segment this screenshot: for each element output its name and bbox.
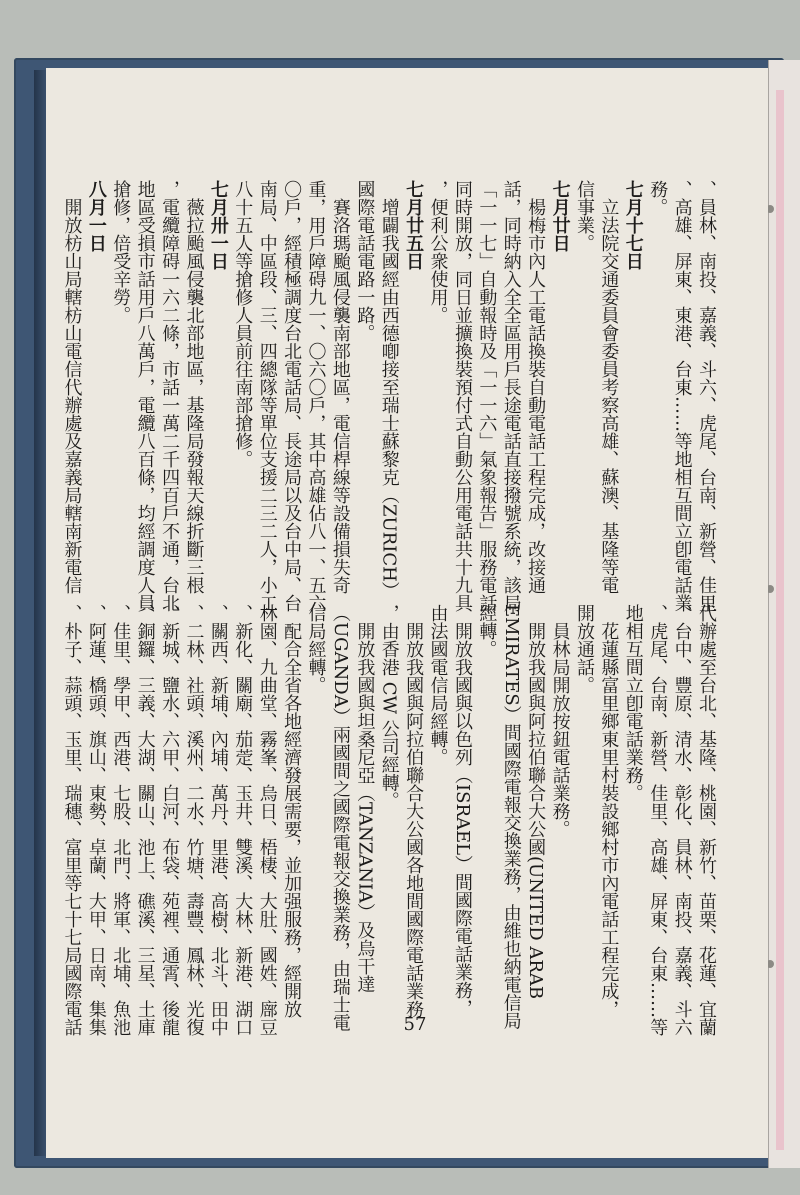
text-line: 話，同時納入全全區用戶長途電話直接撥號系統，該局: [500, 180, 522, 612]
page-edge: [768, 60, 800, 1168]
text-line: ，電纜障碍一六二條，市話一萬二千四百戶不通，台北: [159, 180, 181, 612]
text-line: 、虎尾、台南、新營、佳里、高雄、屏東、台東……等: [647, 604, 669, 1036]
bottom-text-block: [61, 604, 718, 1054]
text-line: 開放我國與阿拉伯聯合大公國各地間國際電話業務: [403, 604, 425, 1018]
text-line: 「一一七」自動報時及「一一六」氣象報告」服務電話: [476, 180, 498, 612]
text-line: 七月卅一日: [207, 180, 229, 270]
text-line: 賽洛瑪颱風侵襲南部地區，電信桿線等設備損失奇: [329, 180, 351, 594]
text-line: 南局、中區段、三、四總隊等單位支援二三二人，小工: [256, 180, 278, 612]
text-line: 八十五人等搶修人員前往南部搶修。: [232, 180, 254, 468]
pink-tab-strip: [776, 90, 784, 1150]
text-line: 、高雄、屏東、東港、台東……等地相互間立卽電話業: [671, 180, 693, 612]
text-line: 由法國電信局經轉。: [427, 604, 449, 766]
text-line: 林園、九曲堂、霧峯、烏日、梧棲、大肚、國姓、廍豆: [256, 604, 278, 1036]
text-line: 國際電話電路一路。: [354, 180, 376, 342]
text-line: 、員林、南投、嘉義、斗六、虎尾、台南、新營、佳里: [696, 180, 717, 612]
text-line: ，由香港 CW 公司經轉。: [378, 604, 400, 810]
text-line: 花蓮縣富里鄉東里村裝設鄉村市內電話工程完成，: [598, 604, 620, 1018]
text-line: 、新化、關廟、茄萣、玉井、雙溪、大林、新港、湖口: [232, 604, 254, 1036]
text-line: 經轉。: [476, 604, 498, 658]
text-line: EMIRATES）間國際電報交換業務，由維也納電信局: [500, 604, 522, 1030]
text-line: 、佳里、學甲、西港、七股、北門、將軍、北埔、魚池: [110, 604, 132, 1036]
text-line: 〇戶，經積極調度台北電話局、長途局以及台中局、台: [281, 180, 303, 612]
text-line: 配合全省各地經濟發展需要，並加强服務，經開放: [281, 604, 303, 1018]
text-line: 開放枋山局轄枋山電信代辦處及嘉義局轄南新電信: [61, 180, 83, 594]
text-line: 、銅鑼、三義、大湖、關山、池上、礁溪、三星、土庫: [134, 604, 156, 1036]
text-line: 地相互間立卽電話業務。: [622, 604, 644, 802]
text-line: 、台中、豐原、清水、彰化、員林、南投、嘉義、斗六: [671, 604, 693, 1036]
text-line: 楊梅市內人工電話換裝自動電話工程完成，改接通: [525, 180, 547, 594]
text-line: 重，用戶障碍九一、〇六〇戶，其中高雄佔八一、五六: [305, 180, 327, 612]
text-line: 開放我國與坦桑尼亞（TANZANIA）及烏干達: [354, 604, 376, 994]
text-line: 、阿蓮、橋頭、旗山、東勢、卓蘭、大甲、日南、集集: [85, 604, 107, 1036]
text-line: 同時開放，同日並擴換裝預付式自動公用電話共十九具: [451, 180, 473, 612]
text-line: 務。: [647, 180, 669, 216]
text-line: 、朴子、蒜頭、玉里、瑞穗、富里等七十七局國際電話: [61, 604, 83, 1036]
text-line: 八月一日: [85, 180, 107, 252]
text-line: 七月十七日: [622, 180, 644, 270]
text-line: 員林局開放按鈕電話業務。: [549, 604, 571, 838]
text-line: 開放通話。: [573, 604, 595, 694]
text-line: 七月廿日: [549, 180, 571, 252]
text-line: 增闢我國經由西德喞接至瑞士蘇黎克（ZURICH）: [378, 180, 400, 600]
text-line: 開放我國與以色列（ISRAEL）間國際電話業務，: [451, 604, 473, 1018]
text-line: 開放我國與阿拉伯聯合大公國(UNITED ARAB: [525, 604, 547, 1000]
page-number: 57: [403, 1014, 427, 1035]
binding-shadow: [34, 70, 46, 1156]
text-line: 七月廿五日: [403, 180, 425, 270]
text-line: 、關西、新埔、內埔、萬丹、里港、高樹、北斗、田中: [207, 604, 229, 1036]
text-line: 信局經轉。: [305, 604, 327, 694]
text-line: 代辦處至台北、基隆、桃園、新竹、苗栗、花蓮、宜蘭: [696, 604, 717, 1036]
top-text-block: [61, 180, 718, 632]
text-line: 搶修，倍受辛勞。: [110, 180, 132, 324]
text-line: 立法院交通委員會委員考察高雄、蘇澳、基隆等電: [598, 180, 620, 594]
text-line: 、新城、鹽水、六甲、白河、布袋、苑裡、通霄、後龍: [159, 604, 181, 1036]
text-line: 薇拉颱風侵襲北部地區，基隆局發報天線折斷三根: [183, 180, 205, 594]
text-line: 、二林、社頭、溪州、二水、竹塘、壽豐、鳳林、光復: [183, 604, 205, 1036]
text-line: 信事業。: [573, 180, 595, 252]
text-line: （UGANDA）兩國間之國際電報交換業務，由瑞士電: [329, 604, 351, 1032]
text-line: 地區受損市話用戶八萬戶，電纜八百條，均經調度人員: [134, 180, 156, 612]
text-line: ，便利公衆使用。: [427, 180, 449, 324]
